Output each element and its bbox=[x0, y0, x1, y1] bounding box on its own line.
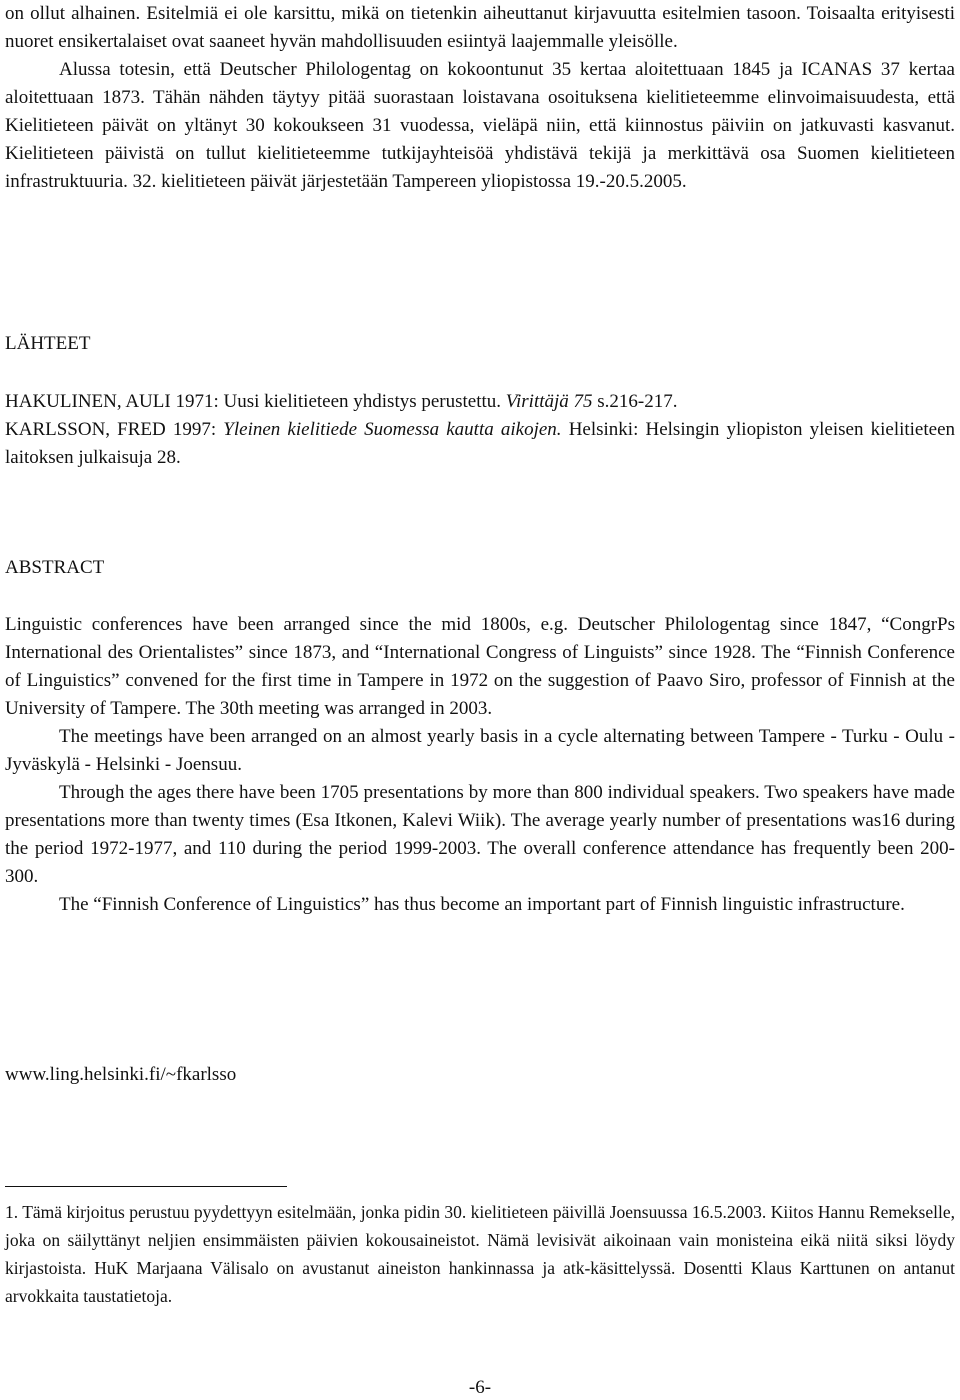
abstract-paragraph-2: The meetings have been arranged on an almost yearly basis in a cycle alternating between Tampere - Turku - Oulu - Jyväskylä - Helsinki - Joensuu. bbox=[5, 726, 955, 775]
abstract-section bbox=[5, 611, 955, 919]
abstract-heading-block bbox=[5, 554, 955, 582]
footnote-rule bbox=[5, 1186, 287, 1187]
sources-section bbox=[5, 330, 955, 358]
reference-list bbox=[5, 388, 955, 472]
footnote-block bbox=[5, 1198, 955, 1310]
body-paragraph-1: on ollut alhainen. Esitelmiä ei ole karsittu, mikä on tietenkin aiheuttanut kirjavuutta esitelmien tasoon. Toisaalta erityisesti nuoret ensikertalaiset ovat saaneet hyvän mahdollisuuden esiintyä laajemmalle yleisölle. bbox=[5, 3, 955, 52]
sources-heading: LÄHTEET bbox=[5, 333, 91, 354]
body-text bbox=[5, 0, 955, 196]
author-url-block bbox=[5, 1061, 955, 1089]
footnote-1: 1. Tämä kirjoitus perustuu pyydettyyn esitelmään, jonka pidin 30. kielitieteen päivillä Joensuussa 16.5.2003. Kiitos Hannu Remekselle, joka on säilyttänyt neljien ensimmäisten päivien kokousaineistot. Nämä levisivät aikoinaan vain monisteina eikä niitä siksi löydy kirjastoista. HuK Marjaana Välisalo on avustanut aineiston hankinnassa ja atk-käsittelyssä. Dosentti Klaus Karttunen on antanut arvokkaita taustatietoja. bbox=[5, 1202, 955, 1306]
reference-2-title: Yleinen kielitiede Suomessa kautta aikojen. bbox=[223, 419, 562, 440]
abstract-paragraph-4: The “Finnish Conference of Linguistics” has thus become an important part of Finnish linguistic infrastructure. bbox=[59, 894, 905, 915]
author-url[interactable]: www.ling.helsinki.fi/~fkarlsso bbox=[5, 1064, 237, 1085]
abstract-paragraph-3: Through the ages there have been 1705 presentations by more than 800 individual speakers. Two speakers have made presentations more than twenty times (Esa Itkonen, Kalevi Wiik). The average yearly number of presentations was16 during the period 1972-1977, and 110 during the period 1999-2003. The overall conference attendance has frequently been 200-300. bbox=[5, 782, 955, 887]
reference-1-pages: s.216-217. bbox=[597, 391, 678, 412]
reference-1-authors: HAKULINEN, AULI 1971: Uusi kielitieteen yhdistys perustettu. bbox=[5, 391, 502, 412]
body-paragraph-2: Alussa totesin, että Deutscher Philologentag on kokoontunut 35 kertaa aloitettuaan 1845 ja ICANAS 37 kertaa aloitettuaan 1873. Tähän nähden täytyy pitää suorastaan loistavana osoituksena kielitieteemme elinvoimaisuudesta, että Kielitieteen päivät on yltänyt 30 kokoukseen 31 vuodessa, vieläpä niin, että kiinnostus päiviin on jatkuvasti kasvanut. Kielitieteen päivistä on tullut kielitieteemme tutkijayhteisöä yhdistävä tekijä ja merkittävä osa Suomen kielitieteen infrastruktuuria. 32. kielitieteen päivät järjestetään Tampereen yliopistossa 19.-20.5.2005. bbox=[5, 59, 955, 192]
reference-item-2 bbox=[5, 416, 955, 472]
reference-2-rest: Helsinki: Helsingin yliopiston yleisen kielitieteen laitoksen julkaisuja 28. bbox=[5, 419, 956, 468]
reference-2-authors: KARLSSON, FRED 1997: bbox=[5, 419, 217, 440]
abstract-heading: ABSTRACT bbox=[5, 557, 105, 578]
reference-item-1 bbox=[5, 388, 955, 416]
reference-1-journal: Virittäjä 75 bbox=[505, 391, 593, 412]
page-number: -6- bbox=[468, 1377, 492, 1398]
abstract-paragraph-1: Linguistic conferences have been arranged since the mid 1800s, e.g. Deutscher Philologentag since 1847, “CongrPs International des Orientalistes” since 1873, and “International Congress of Linguists” since 1928. The “Finnish Conference of Linguistics” convened for the first time in Tampere in 1972 on the suggestion of Paavo Siro, professor of Finnish at the University of Tampere. The 30th meeting was arranged in 2003. bbox=[5, 614, 955, 719]
footnote-separator bbox=[5, 1186, 287, 1187]
